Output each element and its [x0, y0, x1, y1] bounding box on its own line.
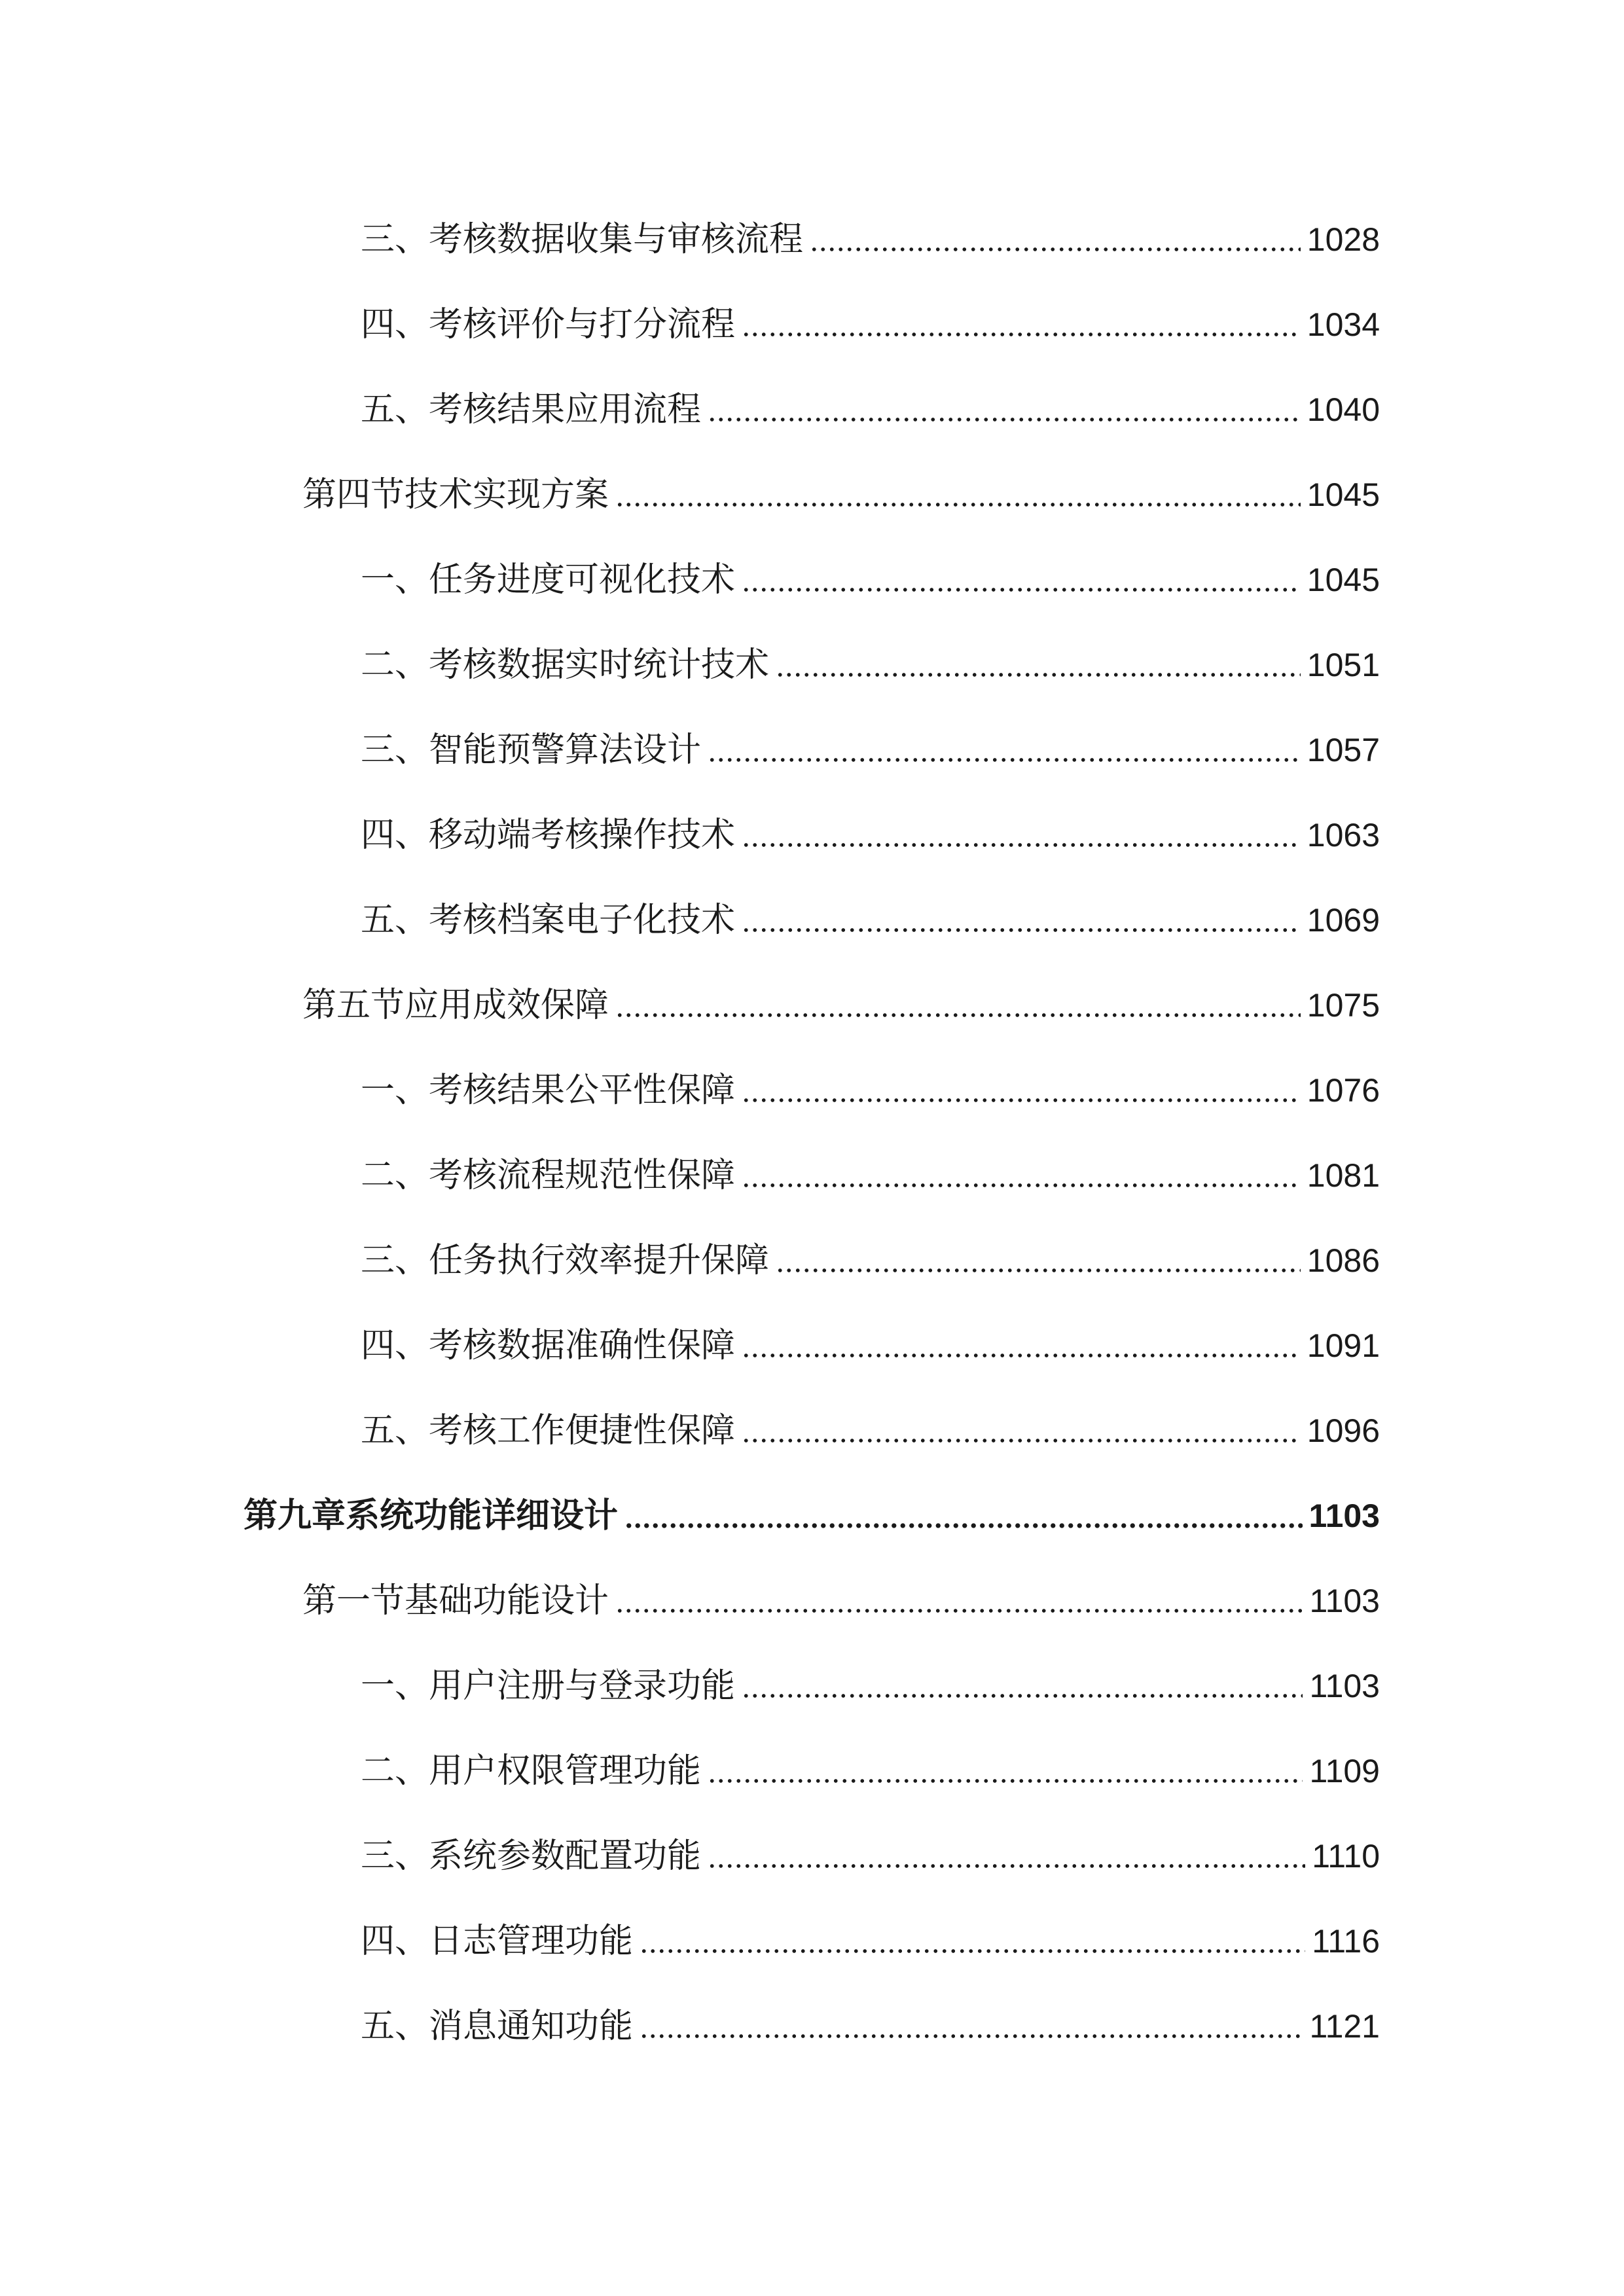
toc-entry[interactable] — [361, 2000, 1380, 2053]
dot-leader — [742, 1347, 1301, 1360]
toc-entry-section[interactable] — [302, 469, 1380, 521]
toc-entry-title: 三、任务执行效率提升保障 — [361, 1241, 770, 1280]
toc-entry-title: 四、考核数据准确性保障 — [361, 1326, 736, 1365]
toc-entry-page: 1103 — [1309, 1668, 1380, 1704]
dot-leader — [742, 326, 1301, 339]
toc-entry-title: 第五节应用成效保障 — [302, 986, 609, 1025]
toc-entry[interactable] — [361, 1915, 1380, 1967]
dot-leader — [708, 411, 1301, 424]
dot-leader — [640, 1943, 1305, 1956]
toc-entry[interactable] — [361, 298, 1380, 351]
toc-entry-page: 1121 — [1309, 2008, 1380, 2045]
toc-entry[interactable] — [361, 1149, 1380, 1202]
toc-entry-page: 1075 — [1307, 987, 1380, 1024]
toc-entry-title: 三、系统参数配置功能 — [361, 1837, 702, 1876]
toc-entry-title: 五、考核工作便捷性保障 — [361, 1411, 736, 1450]
toc-entry-page: 1109 — [1309, 1753, 1380, 1789]
toc-entry-title: 五、考核档案电子化技术 — [361, 901, 736, 940]
dot-leader — [615, 1007, 1301, 1020]
dot-leader — [615, 1602, 1303, 1615]
toc-entry-chapter[interactable] — [244, 1490, 1380, 1542]
toc-entry-page: 1063 — [1307, 817, 1380, 853]
toc-entry[interactable] — [361, 1405, 1380, 1457]
toc-entry-title: 二、用户权限管理功能 — [361, 1751, 702, 1791]
dot-leader — [742, 1432, 1301, 1445]
dot-leader — [742, 1092, 1301, 1105]
toc-entry-page: 1096 — [1307, 1412, 1380, 1449]
toc-entry-page: 1028 — [1307, 221, 1380, 258]
toc-entry[interactable] — [361, 1319, 1380, 1372]
dot-leader — [742, 922, 1301, 935]
dot-leader — [742, 836, 1301, 850]
toc-entry-title: 五、考核结果应用流程 — [361, 390, 702, 429]
toc-entry[interactable] — [361, 1830, 1380, 1882]
dot-leader — [708, 1772, 1303, 1785]
toc-entry[interactable] — [361, 639, 1380, 691]
toc-entry-page: 1091 — [1307, 1327, 1380, 1364]
toc-entry-title: 三、考核数据收集与审核流程 — [361, 220, 804, 259]
dot-leader — [624, 1517, 1303, 1530]
toc-entry[interactable] — [361, 724, 1380, 776]
toc-entry-page: 1057 — [1307, 732, 1380, 768]
toc-entry-page: 1034 — [1307, 306, 1380, 343]
toc-entry[interactable] — [361, 384, 1380, 436]
dot-leader — [742, 1687, 1303, 1700]
toc-entry-title: 第九章系统功能详细设计 — [244, 1496, 619, 1535]
toc-entry-title: 第四节技术实现方案 — [302, 475, 609, 514]
toc-entry-page: 1040 — [1307, 391, 1380, 428]
toc-entry-title: 五、消息通知功能 — [361, 2007, 634, 2046]
dot-leader — [742, 581, 1301, 594]
toc-entry[interactable] — [361, 1660, 1380, 1712]
dot-leader — [708, 751, 1301, 764]
toc-entry-title: 一、考核结果公平性保障 — [361, 1071, 736, 1110]
toc-entry-page: 1103 — [1308, 1498, 1380, 1534]
dot-leader — [640, 2028, 1303, 2041]
toc-entry-title: 二、考核流程规范性保障 — [361, 1156, 736, 1195]
toc-entry-title: 第一节基础功能设计 — [302, 1581, 609, 1621]
toc-entry-section[interactable] — [302, 979, 1380, 1031]
toc-entry[interactable] — [361, 1234, 1380, 1287]
toc-entry-title: 一、任务进度可视化技术 — [361, 560, 736, 600]
toc-entry[interactable] — [361, 554, 1380, 606]
toc-entry-page: 1086 — [1307, 1242, 1380, 1279]
dot-leader — [615, 496, 1301, 509]
toc-entry[interactable] — [361, 1064, 1380, 1117]
toc-entry-page: 1103 — [1309, 1583, 1380, 1619]
dot-leader — [742, 1177, 1301, 1190]
toc-entry-title: 二、考核数据实时统计技术 — [361, 645, 770, 685]
toc-entry-page: 1116 — [1312, 1923, 1380, 1960]
dot-leader — [776, 1262, 1301, 1275]
toc-entry-page: 1069 — [1307, 902, 1380, 939]
toc-entry[interactable] — [361, 213, 1380, 266]
toc-entry[interactable] — [361, 894, 1380, 946]
dot-leader — [776, 666, 1301, 679]
toc-entry-page: 1051 — [1307, 647, 1380, 683]
toc-entry-title: 三、智能预警算法设计 — [361, 730, 702, 770]
toc-entry[interactable] — [361, 809, 1380, 861]
toc-entry[interactable] — [361, 1745, 1380, 1797]
toc-entry-title: 四、考核评价与打分流程 — [361, 305, 736, 344]
toc-entry-title: 四、日志管理功能 — [361, 1922, 634, 1961]
toc-entry-page: 1045 — [1307, 562, 1380, 598]
toc-entry-page: 1110 — [1312, 1838, 1380, 1874]
toc-entry-page: 1076 — [1307, 1072, 1380, 1109]
toc-entry-section[interactable] — [302, 1575, 1380, 1627]
toc-entry-title: 一、用户注册与登录功能 — [361, 1666, 736, 1706]
toc-entry-page: 1045 — [1307, 476, 1380, 513]
dot-leader — [708, 1857, 1305, 1871]
toc-entry-title: 四、移动端考核操作技术 — [361, 816, 736, 855]
dot-leader — [810, 241, 1301, 254]
toc-entry-page: 1081 — [1307, 1157, 1380, 1194]
